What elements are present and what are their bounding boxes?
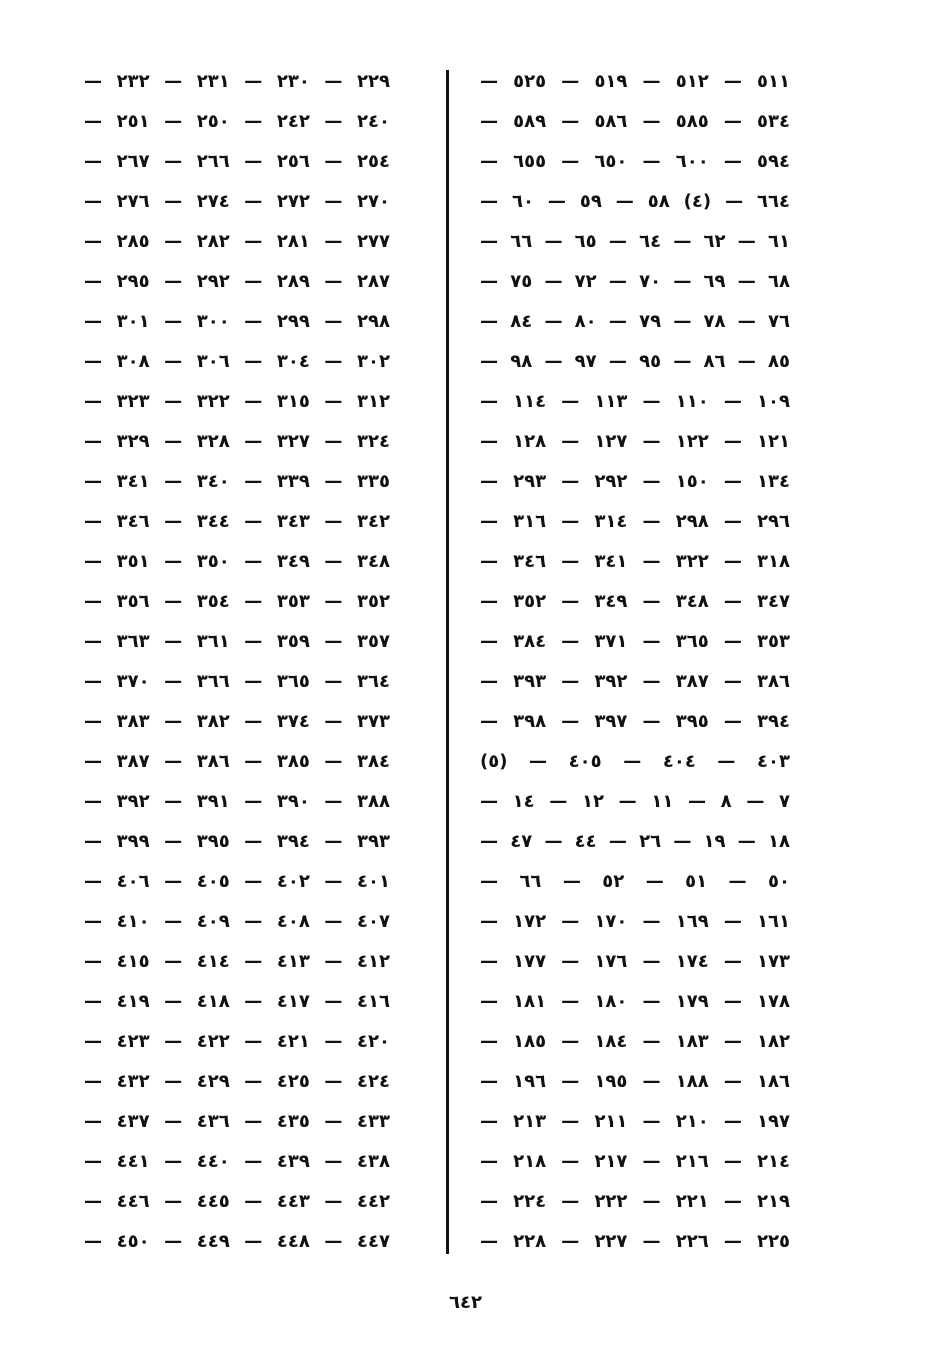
- index-row: ١٨٢ — ١٨٣ — ١٨٤ — ١٨٥ —: [480, 1031, 790, 1052]
- index-row: ٤١٦ — ٤١٧ — ٤١٨ — ٤١٩ —: [84, 991, 390, 1012]
- index-row: ٣٨٦ — ٣٨٧ — ٣٩٢ — ٣٩٣ —: [480, 671, 790, 692]
- index-row: ٢١٩ — ٢٢١ — ٢٢٢ — ٢٢٤ —: [480, 1191, 790, 1212]
- index-row: ٤١٢ — ٤١٣ — ٤١٤ — ٤١٥ —: [84, 951, 390, 972]
- index-row: ٤٠١ — ٤٠٢ — ٤٠٥ — ٤٠٦ —: [84, 871, 390, 892]
- index-row: ٧ — ٨ — ١١ — ١٢ — ١٤ —: [480, 791, 790, 812]
- index-row: ٣٣٥ — ٣٣٩ — ٣٤٠ — ٣٤١ —: [84, 471, 390, 492]
- index-row: ٤٤٧ — ٤٤٨ — ٤٤٩ — ٤٥٠ —: [84, 1231, 390, 1252]
- index-row: ٣٤٢ — ٣٤٣ — ٣٤٤ — ٣٤٦ —: [84, 511, 390, 532]
- index-row: ٣٥٢ — ٣٥٣ — ٣٥٤ — ٣٥٦ —: [84, 591, 390, 612]
- page-number: ٦٤٢: [449, 1292, 482, 1313]
- index-row: ١٦١ — ١٦٩ — ١٧٠ — ١٧٢ —: [480, 911, 790, 932]
- index-row: ٣٥٣ — ٣٦٥ — ٣٧١ — ٣٨٤ —: [480, 631, 790, 652]
- index-row: ٤٢٠ — ٤٢١ — ٤٢٢ — ٤٢٣ —: [84, 1031, 390, 1052]
- index-row: ٥٩٤ — ٦٠٠ — ٦٥٠ — ٦٥٥ —: [480, 151, 790, 172]
- index-row: ١٨ — ١٩ — ٢٦ — ٤٤ — ٤٧ —: [480, 831, 790, 852]
- index-row: ٣٥٧ — ٣٥٩ — ٣٦١ — ٣٦٣ —: [84, 631, 390, 652]
- index-row: ٣١٢ — ٣١٥ — ٣٢٢ — ٣٢٣ —: [84, 391, 390, 412]
- index-row: ٤٤٢ — ٤٤٣ — ٤٤٥ — ٤٤٦ —: [84, 1191, 390, 1212]
- index-row: ٢٩٨ — ٢٩٩ — ٣٠٠ — ٣٠١ —: [84, 311, 390, 332]
- index-row: ٢٤٠ — ٢٤٢ — ٢٥٠ — ٢٥١ —: [84, 111, 390, 132]
- index-row: ٣٤٨ — ٣٤٩ — ٣٥٠ — ٣٥١ —: [84, 551, 390, 572]
- index-row: ١٧٨ — ١٧٩ — ١٨٠ — ١٨١ —: [480, 991, 790, 1012]
- column-divider: [446, 70, 449, 1254]
- index-row: ١٩٧ — ٢١٠ — ٢١١ — ٢١٣ —: [480, 1111, 790, 1132]
- index-row: ٢٢٩ — ٢٣٠ — ٢٣١ — ٢٣٢ —: [84, 71, 390, 92]
- index-row: ١٢١ — ١٢٢ — ١٢٧ — ١٢٨ —: [480, 431, 790, 452]
- index-row: ٢٧٠ — ٢٧٢ — ٢٧٤ — ٢٧٦ —: [84, 191, 390, 212]
- index-row: ٣٩٤ — ٣٩٥ — ٣٩٧ — ٣٩٨ —: [480, 711, 790, 732]
- index-row: ١٨٦ — ١٨٨ — ١٩٥ — ١٩٦ —: [480, 1071, 790, 1092]
- index-row: ٥٠ — ٥١ — ٥٢ — ٦٦ —: [480, 871, 790, 892]
- index-row: ٤٣٣ — ٤٣٥ — ٤٣٦ — ٤٣٧ —: [84, 1111, 390, 1132]
- right-index-column: [480, 62, 790, 1262]
- index-row: ٣٠٢ — ٣٠٤ — ٣٠٦ — ٣٠٨ —: [84, 351, 390, 372]
- index-row: ٣٩٣ — ٣٩٤ — ٣٩٥ — ٣٩٩ —: [84, 831, 390, 852]
- index-row: ٣٢٤ — ٣٢٧ — ٣٢٨ — ٣٢٩ —: [84, 431, 390, 452]
- index-row: ١٧٣ — ١٧٤ — ١٧٦ — ١٧٧ —: [480, 951, 790, 972]
- index-row: ٥١١ — ٥١٢ — ٥١٩ — ٥٢٥ —: [480, 71, 790, 92]
- index-row: ٧٦ — ٧٨ — ٧٩ — ٨٠ — ٨٤ —: [480, 311, 790, 332]
- index-row: ٢٧٧ — ٢٨١ — ٢٨٢ — ٢٨٥ —: [84, 231, 390, 252]
- index-row: ٦١ — ٦٢ — ٦٤ — ٦٥ — ٦٦ —: [480, 231, 790, 252]
- index-row: ٣٧٣ — ٣٧٤ — ٣٨٢ — ٣٨٣ —: [84, 711, 390, 732]
- index-row: ٢٢٥ — ٢٢٦ — ٢٢٧ — ٢٢٨ —: [480, 1231, 790, 1252]
- index-row: ٦٦٤ — (٤) ٥٨ — ٥٩ — ٦٠ —: [480, 191, 790, 212]
- index-row: ٦٨ — ٦٩ — ٧٠ — ٧٢ — ٧٥ —: [480, 271, 790, 292]
- index-row: ٨٥ — ٨٦ — ٩٥ — ٩٧ — ٩٨ —: [480, 351, 790, 372]
- index-row: ١٠٩ — ١١٠ — ١١٣ — ١١٤ —: [480, 391, 790, 412]
- index-row: ٤٠٧ — ٤٠٨ — ٤٠٩ — ٤١٠ —: [84, 911, 390, 932]
- index-row: ٤٣٨ — ٤٣٩ — ٤٤٠ — ٤٤١ —: [84, 1151, 390, 1172]
- index-row: ٤٠٣ — ٤٠٤ — ٤٠٥ — (٥): [480, 751, 790, 772]
- index-row: ٢١٤ — ٢١٦ — ٢١٧ — ٢١٨ —: [480, 1151, 790, 1172]
- index-row: ٣٦٤ — ٣٦٥ — ٣٦٦ — ٣٧٠ —: [84, 671, 390, 692]
- left-index-column: [84, 62, 390, 1262]
- index-row: ٣٨٤ — ٣٨٥ — ٣٨٦ — ٣٨٧ —: [84, 751, 390, 772]
- index-row: ٣٤٧ — ٣٤٨ — ٣٤٩ — ٣٥٢ —: [480, 591, 790, 612]
- index-row: ٣٨٨ — ٣٩٠ — ٣٩١ — ٣٩٢ —: [84, 791, 390, 812]
- index-row: ٣١٨ — ٣٢٢ — ٣٤١ — ٣٤٦ —: [480, 551, 790, 572]
- index-row: ٥٣٤ — ٥٨٥ — ٥٨٦ — ٥٨٩ —: [480, 111, 790, 132]
- index-row: ٢٨٧ — ٢٨٩ — ٢٩٢ — ٢٩٥ —: [84, 271, 390, 292]
- index-row: ١٣٤ — ١٥٠ — ٢٩٢ — ٢٩٣ —: [480, 471, 790, 492]
- index-row: ٤٢٤ — ٤٢٥ — ٤٢٩ — ٤٣٢ —: [84, 1071, 390, 1092]
- index-row: ٢٩٦ — ٢٩٨ — ٣١٤ — ٣١٦ —: [480, 511, 790, 532]
- index-row: ٢٥٤ — ٢٥٦ — ٢٦٦ — ٢٦٧ —: [84, 151, 390, 172]
